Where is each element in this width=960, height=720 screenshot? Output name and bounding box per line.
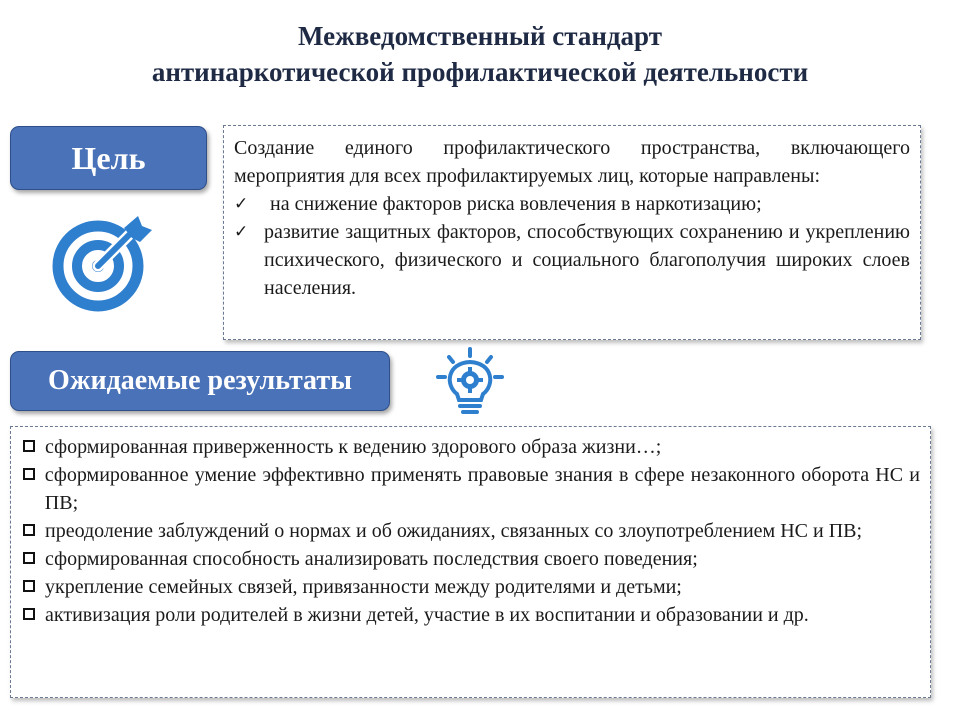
goal-intro: Создание единого профилактического пространства, включающего мероприятия для всех профилактируемых лиц, которые направлены: xyxy=(234,137,910,187)
goal-box xyxy=(223,125,921,340)
checkbox-square-icon xyxy=(23,440,35,452)
title-line-2: антинаркотической профилактической деятельности xyxy=(151,57,809,87)
results-box xyxy=(10,426,931,698)
check-icon: ✓ xyxy=(234,222,249,242)
check-icon: ✓ xyxy=(234,194,249,214)
list-item xyxy=(23,601,920,629)
results-label: Ожидаемые результаты xyxy=(10,351,390,411)
list-item xyxy=(23,461,920,517)
goal-label: Цель xyxy=(10,126,207,190)
target-icon xyxy=(52,212,156,312)
list-item xyxy=(234,190,910,218)
result-item-text: сформированная приверженность к ведению здорового образа жизни…; xyxy=(45,436,662,458)
checkbox-square-icon xyxy=(23,524,35,536)
goal-item-text: на снижение факторов риска вовлечения в наркотизацию; xyxy=(270,193,762,215)
checkbox-square-icon xyxy=(23,468,35,480)
list-item xyxy=(23,573,920,601)
checkbox-square-icon xyxy=(23,552,35,564)
goal-item-text: развитие защитных факторов, способствующих сохранению и укреплению психического, физического и социального благополучия широких слоев населения. xyxy=(264,221,910,299)
result-item-text: сформированная способность анализировать последствия своего поведения; xyxy=(45,548,698,570)
checkbox-square-icon xyxy=(23,580,35,592)
checkbox-square-icon xyxy=(23,608,35,620)
lightbulb-gear-icon xyxy=(435,347,505,419)
result-item-text: сформированное умение эффективно применять правовые знания в сфере незаконного оборота НС и ПВ; xyxy=(44,464,920,514)
list-item xyxy=(23,433,920,461)
list-item xyxy=(234,218,910,302)
result-item-text: укрепление семейных связей, привязанности между родителями и детьми; xyxy=(45,576,682,598)
list-item xyxy=(23,517,920,545)
title-line-1: Межведомственный стандарт xyxy=(298,21,662,51)
goal-list xyxy=(234,190,910,302)
results-list xyxy=(23,433,920,629)
result-item-text: преодоление заблуждений о нормах и об ожиданиях, связанных со злоупотреблением НС и ПВ; xyxy=(45,520,863,542)
page-title xyxy=(0,18,960,90)
result-item-text: активизация роли родителей в жизни детей, участие в их воспитании и образовании и др. xyxy=(45,604,809,626)
list-item xyxy=(23,545,920,573)
